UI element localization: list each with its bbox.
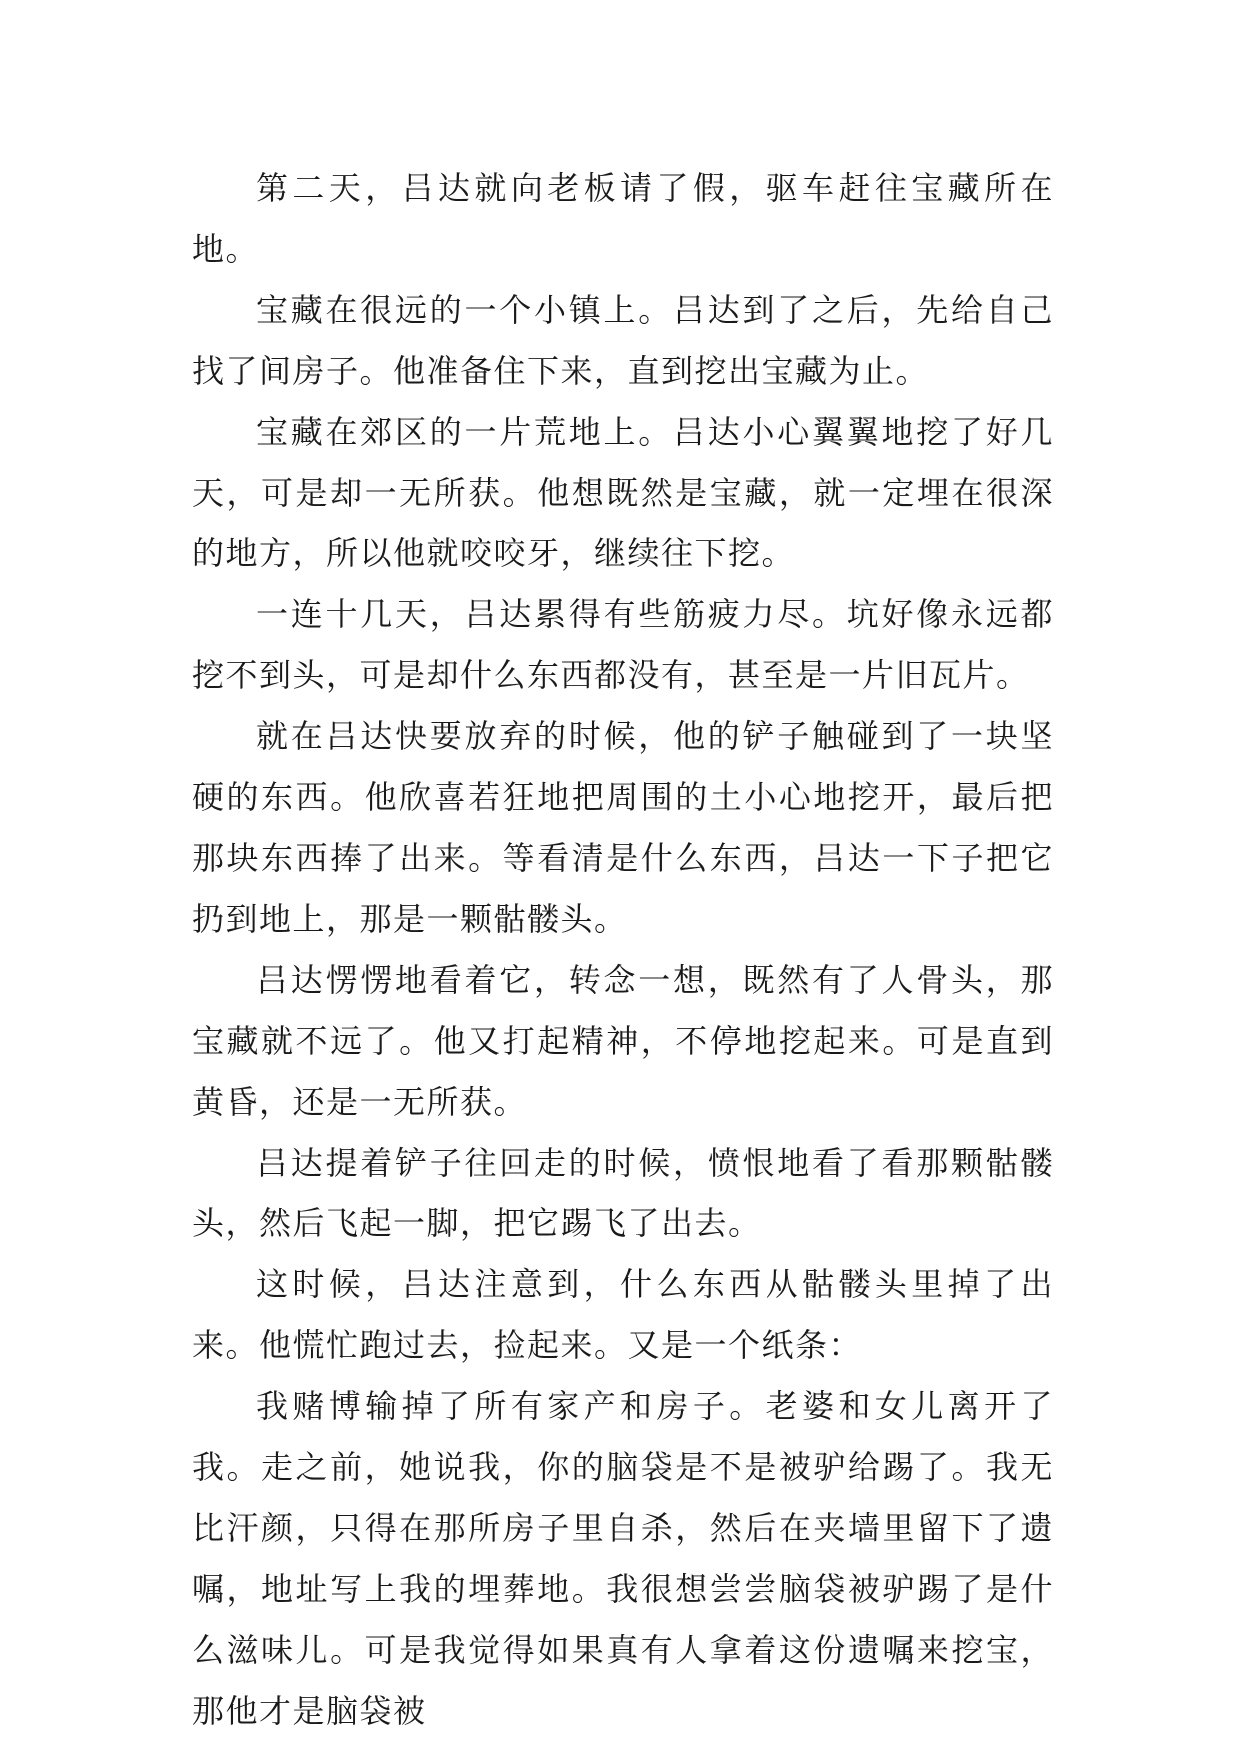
paragraph-5: 就在吕达快要放弃的时候，他的铲子触碰到了一块坚硬的东西。他欣喜若狂地把周围的土小心地挖开，最后把那块东西捧了出来。等看清是什么东西，吕达一下子把它扔到地上，那是一颗骷髅头。: [192, 717, 1054, 938]
paragraph-6: 吕达愣愣地看着它，转念一想，既然有了人骨头，那宝藏就不远了。他又打起精神，不停地挖起来。可是直到黄昏，还是一无所获。: [192, 960, 1054, 1121]
paragraph-4: 一连十几天，吕达累得有些筋疲力尽。坑好像永远都挖不到头，可是却什么东西都没有，甚至是一片旧瓦片。: [192, 595, 1054, 695]
paragraph-2: 宝藏在很远的一个小镇上。吕达到了之后，先给自己找了间房子。他准备住下来，直到挖出宝藏为止。: [192, 290, 1054, 390]
paragraph-7: 吕达提着铲子往回走的时候，愤恨地看了看那颗骷髅头，然后飞起一脚，把它踢飞了出去。: [192, 1143, 1054, 1243]
paragraph-1: 第二天，吕达就向老板请了假，驱车赶往宝藏所在地。: [192, 169, 1054, 268]
paragraph-3: 宝藏在郊区的一片荒地上。吕达小心翼翼地挖了好几天，可是却一无所获。他想既然是宝藏，就一定埋在很深的地方，所以他就咬咬牙，继续往下挖。: [192, 412, 1054, 573]
document-body: [192, 158, 1054, 1742]
paragraph-8: 这时候，吕达注意到，什么东西从骷髅头里掉了出来。他慌忙跑过去，捡起来。又是一个纸条：: [192, 1265, 1054, 1365]
paragraph-9: 我赌博输掉了所有家产和房子。老婆和女儿离开了我。走之前，她说我，你的脑袋是不是被驴给踢了。我无比汗颜，只得在那所房子里自杀，然后在夹墙里留下了遗嘱，地址写上我的埋葬地。我很想尝尝脑袋被驴踢了是什么滋味儿。可是我觉得如果真有人拿着这份遗嘱来挖宝，那他才是脑袋被: [192, 1387, 1054, 1730]
